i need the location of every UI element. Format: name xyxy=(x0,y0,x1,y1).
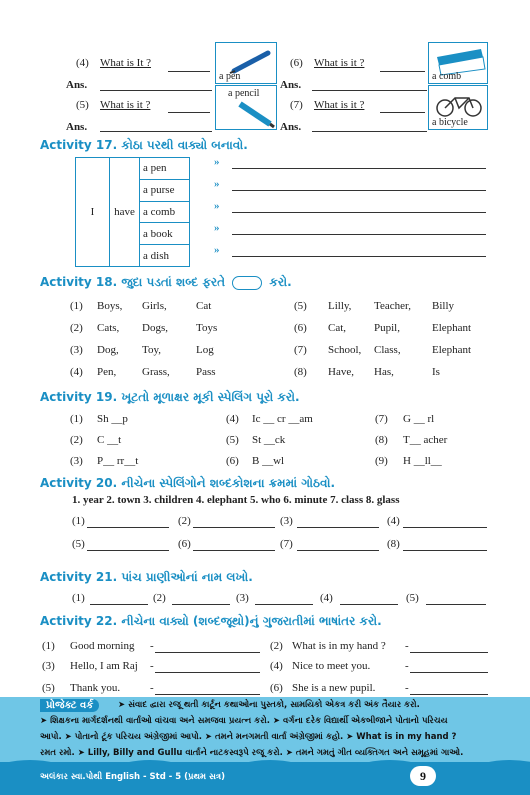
spelling-num: (7) xyxy=(375,413,388,425)
a17-line-1[interactable] xyxy=(232,168,486,169)
translate-dash: - xyxy=(405,660,409,672)
translate-row-3 xyxy=(42,660,154,672)
project-line-2: ➤ શિક્ષકના માર્ગદર્શનથી વાર્તાઓ વાંચવા અને સમજવા પ્રયત્ન કરો. ➤ વર્ગના દરેક વિદ્યાર્થી એકબીજાને પોતાનો પરિચય xyxy=(40,716,448,726)
translate-row-1 xyxy=(42,640,154,652)
oddone-word[interactable]: Class, xyxy=(374,344,401,356)
oddone-num: (4) xyxy=(70,366,83,378)
oddone-word[interactable]: Cats, xyxy=(97,322,120,334)
dict-line-2[interactable] xyxy=(193,527,275,528)
blank-num: (1) xyxy=(72,515,85,527)
arrow-icon: » xyxy=(214,222,220,234)
oddone-word[interactable]: Pass xyxy=(196,366,216,378)
dict-line-7[interactable] xyxy=(297,550,379,551)
q5-ans-line[interactable] xyxy=(100,131,212,132)
translate-line-3[interactable] xyxy=(155,672,260,673)
translate-line-6[interactable] xyxy=(410,694,488,695)
animal-line-5[interactable] xyxy=(426,604,486,605)
animal-blank-2 xyxy=(153,592,166,604)
q6 xyxy=(290,57,365,69)
oddone-word[interactable]: Elephant xyxy=(432,344,472,356)
q7 xyxy=(290,99,365,111)
table-obj-1: a pen xyxy=(140,158,190,180)
oddone-word[interactable]: Dogs, xyxy=(142,322,168,334)
spelling-text[interactable]: B __wl xyxy=(252,455,285,467)
translate-dash: - xyxy=(405,640,409,652)
blank-num: (2) xyxy=(178,515,191,527)
oddone-word[interactable]: Pen, xyxy=(97,366,117,378)
animal-line-3[interactable] xyxy=(255,604,313,605)
activity-20-title: Activity 20. નીચેના સ્પેલિંગોને શબ્દકોશના ક્રમમાં ગોઠવો. xyxy=(40,476,336,490)
oddone-word[interactable]: Boys, xyxy=(97,300,123,312)
spelling-num: (4) xyxy=(226,413,239,425)
oddone-row-1 xyxy=(70,300,212,312)
activity-22-title: Activity 22. નીચેના વાક્યો (શબ્દજૂથો)નું ગુજરાતીમાં ભાષાંતર કરો. xyxy=(40,614,382,628)
oddone-word[interactable]: Have, xyxy=(328,366,354,378)
spelling-5 xyxy=(226,434,286,446)
oddone-word[interactable]: Cat xyxy=(196,300,212,312)
spelling-text[interactable]: St __ck xyxy=(252,434,286,446)
spelling-text[interactable]: P__ rr__t xyxy=(97,455,139,467)
arrow-icon: » xyxy=(214,156,220,168)
activity-19-title: Activity 19. ખૂટતો મૂળાક્ષર મૂકી સ્પેલિંગ પૂરો કરો. xyxy=(40,390,300,404)
q7-text: What is it ? xyxy=(314,99,365,111)
oddone-word[interactable]: Toys xyxy=(196,322,218,334)
bicycle-image xyxy=(428,85,488,130)
q6-ans: Ans. xyxy=(280,79,302,91)
oval-icon xyxy=(232,276,262,290)
spelling-1 xyxy=(70,413,128,425)
animal-line-2[interactable] xyxy=(172,604,230,605)
blank-num: (8) xyxy=(387,538,400,550)
oddone-word[interactable]: Teacher, xyxy=(374,300,411,312)
translate-num: (6) xyxy=(270,682,283,694)
oddone-num: (3) xyxy=(70,344,83,356)
q7-line xyxy=(380,112,425,113)
translate-text: What is in my hand ? xyxy=(292,640,386,652)
q5 xyxy=(76,99,151,111)
spelling-num: (3) xyxy=(70,455,83,467)
spelling-6 xyxy=(226,455,285,467)
oddone-row-3 xyxy=(70,344,214,356)
translate-num: (1) xyxy=(42,640,55,652)
oddone-word[interactable]: Has, xyxy=(374,366,394,378)
dict-line-6[interactable] xyxy=(193,550,275,551)
oddone-word[interactable]: Dog, xyxy=(97,344,119,356)
oddone-word[interactable]: Lilly, xyxy=(328,300,352,312)
oddone-word[interactable]: Elephant xyxy=(432,322,472,334)
q6-line xyxy=(380,71,425,72)
dict-blank-4 xyxy=(387,515,400,527)
activity-18-title xyxy=(40,275,292,290)
comb-caption: a comb xyxy=(432,71,462,82)
sentence-table xyxy=(75,157,190,267)
spelling-4 xyxy=(226,413,313,425)
blank-num: (4) xyxy=(320,592,333,604)
oddone-num: (7) xyxy=(294,344,307,356)
translate-text: Good morning xyxy=(70,640,135,652)
spelling-num: (1) xyxy=(70,413,83,425)
page-number-badge xyxy=(410,766,436,786)
a18-title-post: કરો. xyxy=(269,275,292,289)
oddone-word[interactable]: Is xyxy=(432,366,440,378)
spelling-7 xyxy=(375,413,435,425)
blank-num: (3) xyxy=(236,592,249,604)
a17-line-5[interactable] xyxy=(232,256,486,257)
oddone-word[interactable]: Grass, xyxy=(142,366,170,378)
translate-dash: - xyxy=(405,682,409,694)
project-line-4: રમત રમો. ➤ Lilly, Billy and Gullu વાર્તાને નાટકસ્વરૂપે રજૂ કરો. ➤ તમને ગમતું ગીત વ્યક્તિગત અને સમૂહમાં ગાઓ. xyxy=(40,748,464,758)
dict-line-1[interactable] xyxy=(87,527,169,528)
spelling-num: (2) xyxy=(70,434,83,446)
q4-line xyxy=(168,71,210,72)
table-obj-2: a purse xyxy=(140,179,190,201)
animal-blank-5 xyxy=(406,592,419,604)
oddone-word[interactable]: School, xyxy=(328,344,362,356)
q7-ans: Ans. xyxy=(280,121,302,133)
q5-text: What is it ? xyxy=(100,99,151,111)
table-obj-4: a book xyxy=(140,223,190,245)
translate-row-6 xyxy=(270,682,409,694)
translate-row-5 xyxy=(42,682,154,694)
q6-num: (6) xyxy=(290,57,303,69)
translate-line-4[interactable] xyxy=(410,672,488,673)
translate-dash: - xyxy=(150,682,154,694)
project-line-1: ➤ સંવાદ દ્વારા રજૂ થતી કાર્ટૂન કથાઓના પુસ્તકો, સામયિકો એકત્ર કરી અંક તૈયાર કરો. xyxy=(118,700,420,710)
wave-decoration xyxy=(0,756,530,768)
translate-text: Hello, I am Raj xyxy=(70,660,138,672)
spelling-9 xyxy=(375,455,442,467)
project-line-3: આપો. ➤ પોતાનો ટૂંક પરિચય અંગ્રેજીમાં આપો. ➤ તમને મનગમતી વાર્તા અંગ્રેજીમાં કહો. ➤ What is in my hand ? xyxy=(40,732,457,742)
translate-num: (4) xyxy=(270,660,283,672)
translate-dash: - xyxy=(150,640,154,652)
arrow-icon: » xyxy=(214,244,220,256)
oddone-num: (1) xyxy=(70,300,83,312)
page-footer xyxy=(0,762,530,795)
activity-17-title: Activity 17. કોઠા પરથી વાક્યો બનાવો. xyxy=(40,138,248,152)
translate-num: (2) xyxy=(270,640,283,652)
animal-blank-3 xyxy=(236,592,249,604)
spelling-text[interactable]: C __t xyxy=(97,434,122,446)
spelling-num: (5) xyxy=(226,434,239,446)
translate-line-5[interactable] xyxy=(155,694,260,695)
spelling-8 xyxy=(375,434,448,446)
blank-num: (4) xyxy=(387,515,400,527)
dict-line-8[interactable] xyxy=(403,550,487,551)
dict-blank-1 xyxy=(72,515,85,527)
translate-text: She is a new pupil. xyxy=(292,682,376,694)
oddone-row-7 xyxy=(294,344,472,356)
oddone-num: (5) xyxy=(294,300,307,312)
q6-ans-line[interactable] xyxy=(312,90,427,91)
translate-text: Nice to meet you. xyxy=(292,660,371,672)
table-col-have: have xyxy=(110,158,140,267)
dict-line-4[interactable] xyxy=(403,527,487,528)
q4-text: What is It ? xyxy=(100,57,152,69)
translate-text: Thank you. xyxy=(70,682,121,694)
animal-line-1[interactable] xyxy=(90,604,148,605)
spelling-num: (9) xyxy=(375,455,388,467)
animal-line-4[interactable] xyxy=(340,604,398,605)
blank-num: (5) xyxy=(406,592,419,604)
table-obj-5: a dish xyxy=(140,245,190,267)
q6-text: What is it ? xyxy=(314,57,365,69)
oddone-row-6 xyxy=(294,322,472,334)
oddone-row-4 xyxy=(70,366,216,378)
oddone-word[interactable]: Pupil, xyxy=(374,322,400,334)
blank-num: (2) xyxy=(153,592,166,604)
q4-ans: Ans. xyxy=(66,79,88,91)
dict-line-5[interactable] xyxy=(87,550,169,551)
spelling-text[interactable]: Sh __p xyxy=(97,413,128,425)
table-obj-3: a comb xyxy=(140,201,190,223)
spelling-3 xyxy=(70,455,139,467)
q4 xyxy=(76,57,152,69)
dict-blank-5 xyxy=(72,538,85,550)
page-number: 9 xyxy=(420,769,426,783)
dict-line-3[interactable] xyxy=(297,527,379,528)
spelling-text[interactable]: T__ acher xyxy=(403,434,448,446)
spelling-text[interactable]: Ic __ cr __am xyxy=(252,413,313,425)
spelling-num: (8) xyxy=(375,434,388,446)
table-col-i: I xyxy=(76,158,110,267)
a17-line-3[interactable] xyxy=(232,212,486,213)
dict-blank-8 xyxy=(387,538,400,550)
q5-line xyxy=(168,112,210,113)
q4-ans-line[interactable] xyxy=(100,90,212,91)
q5-num: (5) xyxy=(76,99,89,111)
translate-num: (3) xyxy=(42,660,55,672)
spelling-text[interactable]: H __ll__ xyxy=(403,455,442,467)
q7-ans-line[interactable] xyxy=(312,131,427,132)
translate-num: (5) xyxy=(42,682,55,694)
blank-num: (5) xyxy=(72,538,85,550)
dict-blank-3 xyxy=(280,515,293,527)
oddone-row-8 xyxy=(294,366,440,378)
spelling-text[interactable]: G __ rl xyxy=(403,413,435,425)
pen-image xyxy=(215,42,277,84)
oddone-word[interactable]: Toy, xyxy=(142,344,161,356)
oddone-num: (8) xyxy=(294,366,307,378)
blank-num: (6) xyxy=(178,538,191,550)
translate-line-1[interactable] xyxy=(155,652,260,653)
animal-blank-1 xyxy=(72,592,85,604)
translate-line-2[interactable] xyxy=(410,652,488,653)
oddone-word[interactable]: Girls, xyxy=(142,300,167,312)
blank-num: (3) xyxy=(280,515,293,527)
blank-num: (7) xyxy=(280,538,293,550)
pencil-image xyxy=(215,85,277,130)
oddone-num: (6) xyxy=(294,322,307,334)
oddone-num: (2) xyxy=(70,322,83,334)
q7-num: (7) xyxy=(290,99,303,111)
oddone-word[interactable]: Billy xyxy=(432,300,455,312)
footer-book-title: અલંકાર સ્વા.પોથી English - Std - 5 (પ્રથમ સત્ર) xyxy=(40,772,225,782)
pen-caption: a pen xyxy=(219,71,241,82)
q5-ans: Ans. xyxy=(66,121,88,133)
oddone-row-2 xyxy=(70,322,218,334)
arrow-icon: » xyxy=(214,178,220,190)
comb-image xyxy=(428,42,488,84)
spelling-2 xyxy=(70,434,122,446)
animal-blank-4 xyxy=(320,592,333,604)
oddone-word[interactable]: Log xyxy=(196,344,214,356)
oddone-word[interactable]: Cat, xyxy=(328,322,347,334)
dict-blank-7 xyxy=(280,538,293,550)
translate-dash: - xyxy=(150,660,154,672)
translate-row-4 xyxy=(270,660,409,672)
translate-row-2 xyxy=(270,640,409,652)
a17-line-2[interactable] xyxy=(232,190,486,191)
dict-blank-6 xyxy=(178,538,191,550)
activity-21-title: Activity 21. પાંચ પ્રાણીઓનાં નામ લખો. xyxy=(40,570,253,584)
spelling-num: (6) xyxy=(226,455,239,467)
blank-num: (1) xyxy=(72,592,85,604)
a17-line-4[interactable] xyxy=(232,234,486,235)
arrow-icon: » xyxy=(214,200,220,212)
pencil-caption: a pencil xyxy=(228,88,260,99)
dictionary-words: 1. year 2. town 3. children 4. elephant 5. who 6. minute 7. class 8. glass xyxy=(72,494,400,506)
a18-title-pre: Activity 18. જુદા પડતાં શબ્દ ફરતે xyxy=(40,275,226,289)
bicycle-caption: a bicycle xyxy=(432,117,468,128)
q4-num: (4) xyxy=(76,57,89,69)
dict-blank-2 xyxy=(178,515,191,527)
oddone-row-5 xyxy=(294,300,455,312)
project-badge: પ્રોજેક્ટ વર્ક xyxy=(40,699,99,712)
